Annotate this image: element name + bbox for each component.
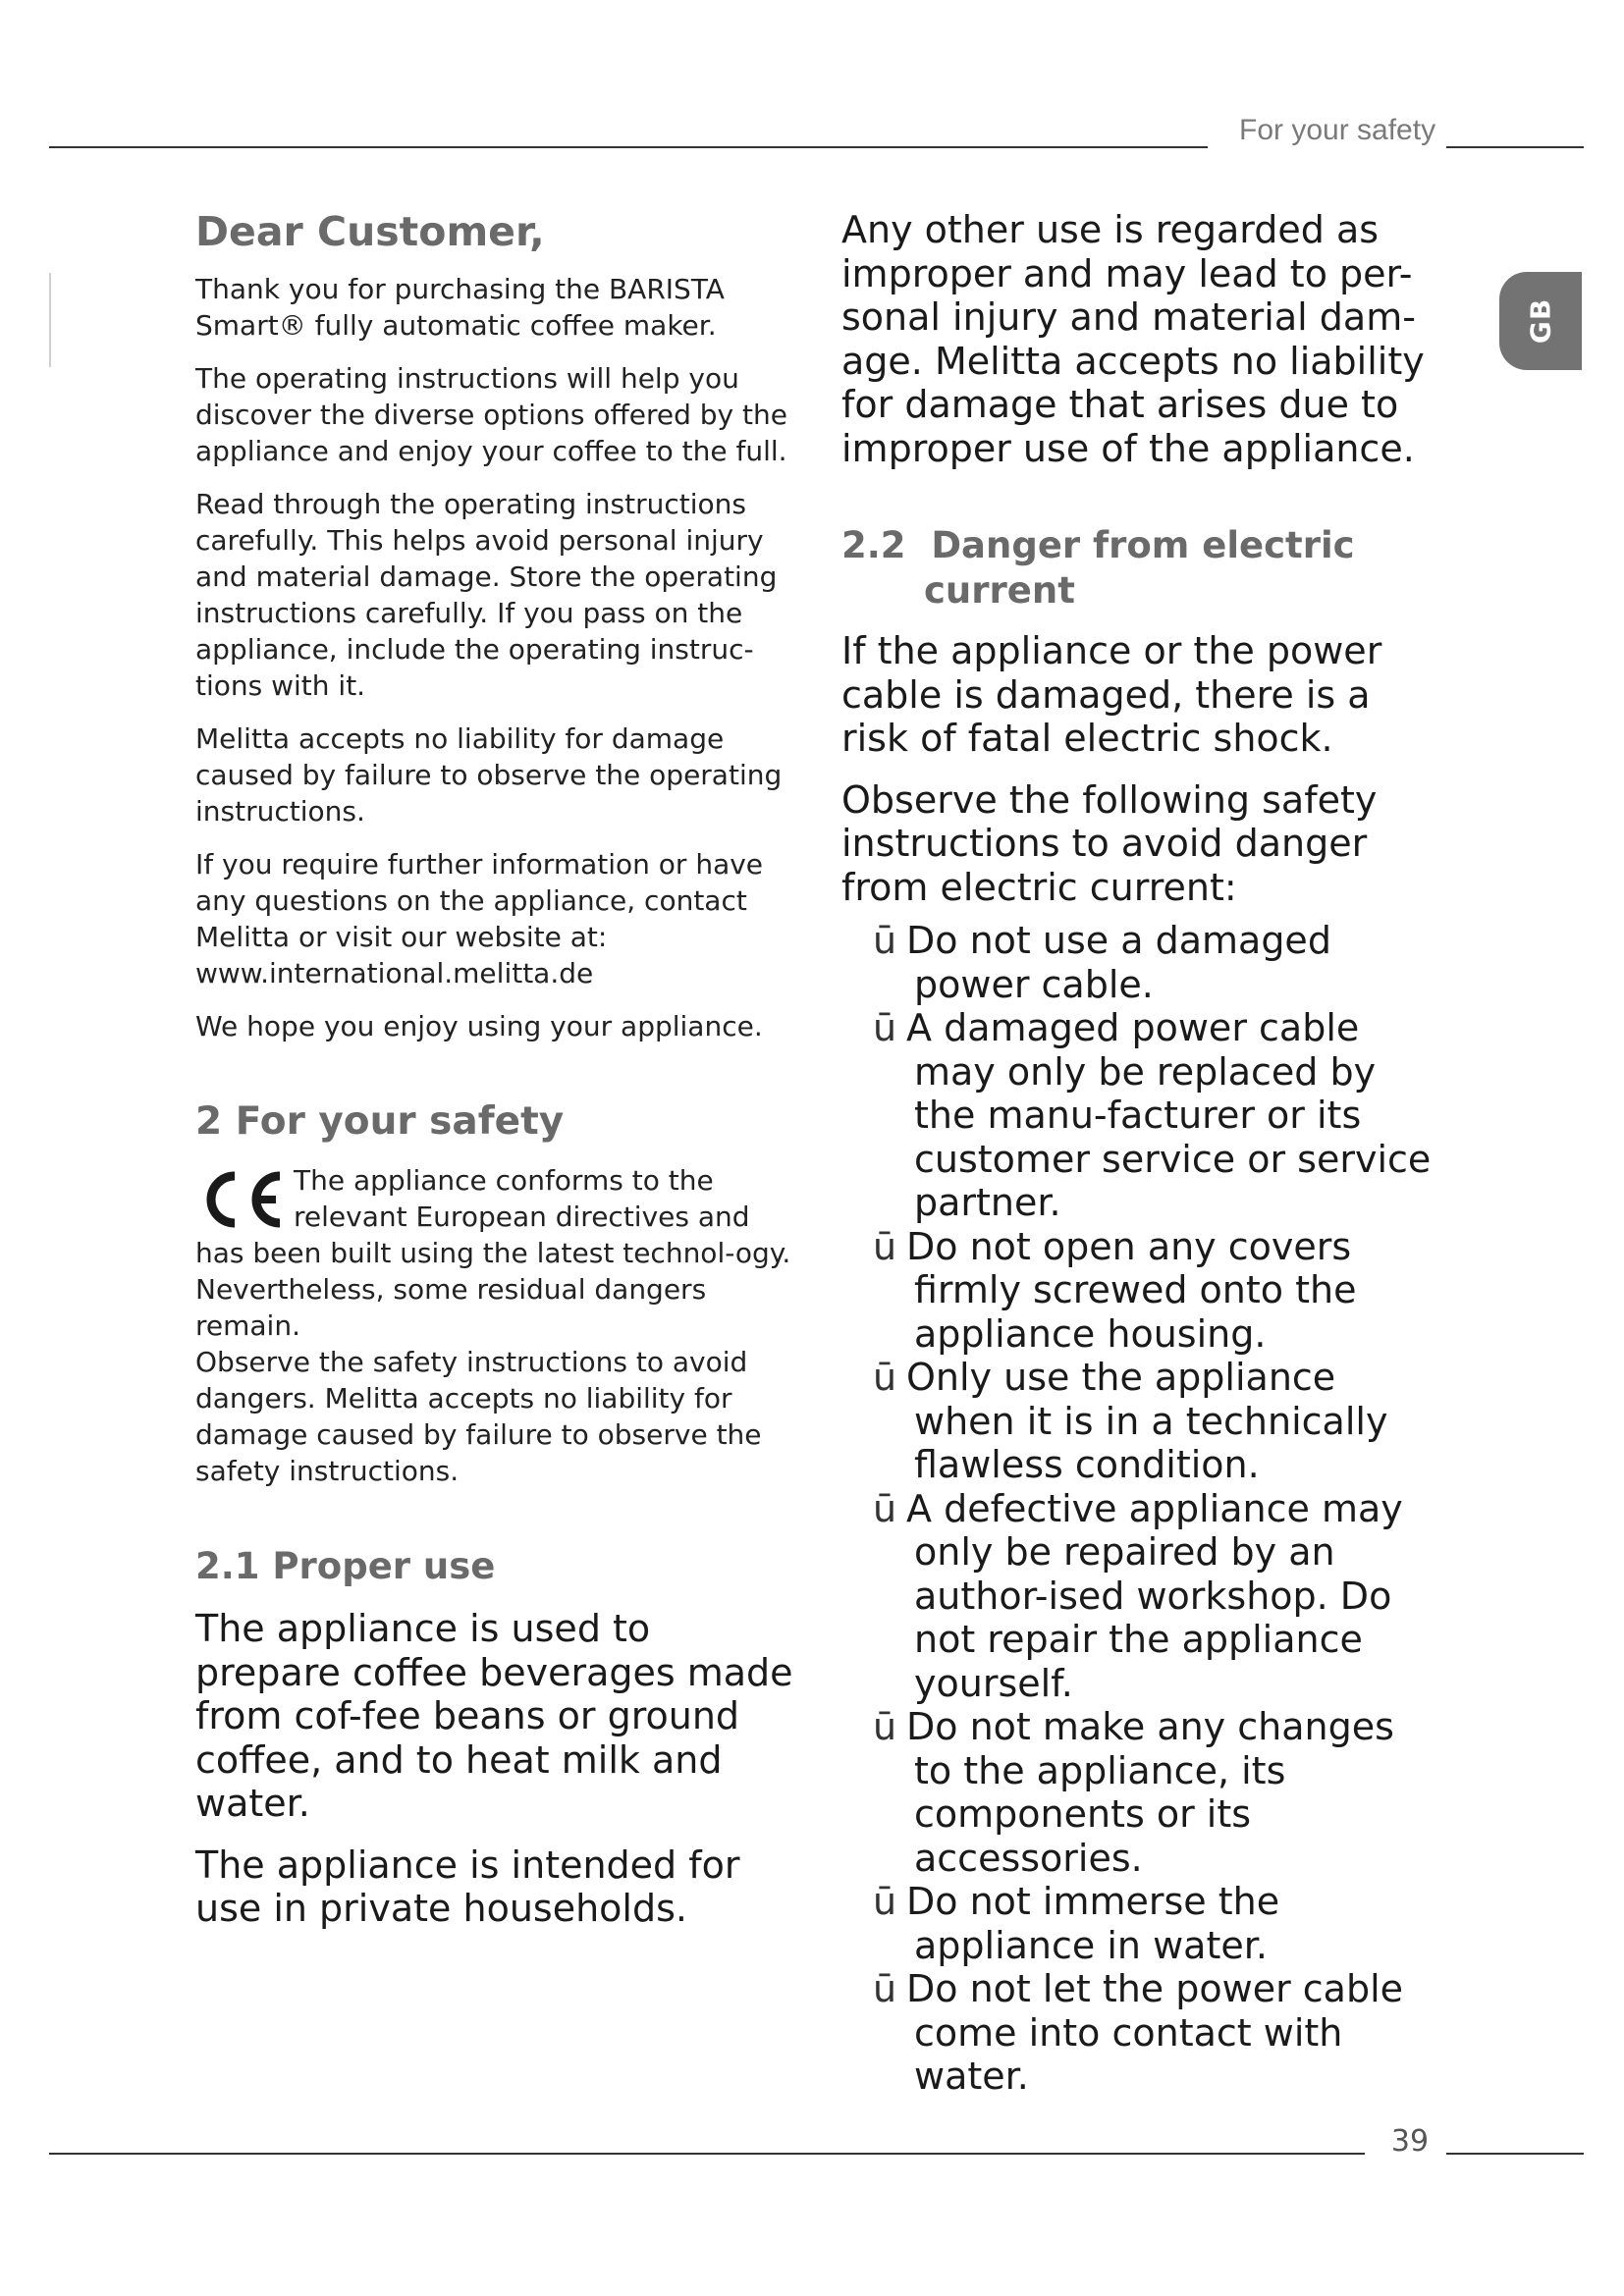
bullet-text: A damaged power cable may only be replaced by the manu-facturer or its customer service or service partner. (906, 1006, 1432, 1224)
intro-paragraph: The operating instructions will help you discover the diverse options offered by the appliance and enjoy your coffee to the full. (195, 362, 787, 467)
intro-heading: Dear Customer, (195, 208, 545, 255)
list-item (873, 919, 1440, 1006)
bullet-icon: ū (873, 1224, 897, 1268)
bullet-icon: ū (873, 1486, 897, 1530)
bullet-text: Only use the appliance when it is in a technically flawless condition. (906, 1356, 1388, 1486)
improper-use-text (841, 208, 1440, 470)
ce-conformity-block (195, 1162, 804, 1489)
proper-use-paragraph: The appliance is used to prepare coffee beverages made from cof-fee beans or ground coffee, and to heat milk and water. (195, 1607, 793, 1825)
bullet-text: A defective appliance may only be repaired by an author-ised workshop. Do not repair the appliance yourself. (906, 1486, 1403, 1705)
intro-paragraph: Thank you for purchasing the BARISTA Smart® fully automatic coffee maker. (195, 273, 725, 342)
intro-text (195, 271, 804, 1044)
header-rule-left (49, 146, 1208, 148)
bullet-icon: ū (873, 1880, 897, 1923)
left-column (195, 206, 804, 1949)
improper-use-paragraph: Any other use is regarded as improper and may lead to per-sonal injury and material dam-age. Melitta accepts no liability for damage that arises due to improper use of the appliance. (841, 208, 1425, 470)
header-rule-right (1446, 146, 1584, 148)
margin-mark (49, 273, 51, 367)
intro-paragraph: If you require further information or have any questions on the appliance, contact Melitta or visit our website at: www.international.melitta.de (195, 848, 764, 989)
running-header: For your safety (1239, 114, 1436, 146)
intro-paragraph: Read through the operating instructions carefully. This helps avoid personal injury and material damage. Store the operating instructions carefully. If you pass on the appliance, include the operating instruc-tions with it. (195, 488, 778, 702)
bullet-icon: ū (873, 1006, 897, 1049)
list-item (873, 1487, 1440, 1706)
bullet-icon: ū (873, 1967, 897, 2010)
electric-paragraph: Observe the following safety instructions to avoid danger from electric current: (841, 777, 1378, 909)
intro-paragraph: Melitta accepts no liability for damage caused by failure to observe the operating instructions. (195, 722, 783, 828)
footer-rule-right (1446, 2153, 1584, 2155)
ce-mark-icon (195, 1168, 288, 1231)
bullet-text: Do not open any covers firmly screwed onto the appliance housing. (906, 1224, 1357, 1356)
heading-line-2: current (924, 569, 1075, 612)
bullet-icon: ū (873, 1705, 897, 1748)
footer-rule-left (49, 2153, 1365, 2155)
ce-paragraph: The appliance conforms to the relevant European directives and has been built using the latest technol-ogy. Nevertheless, some residual dangers remain. (195, 1164, 791, 1342)
electric-text (841, 629, 1440, 909)
safety-bullet-list (841, 919, 1440, 2099)
list-item (873, 1006, 1440, 1225)
right-column (841, 208, 1440, 2099)
ce-paragraph-2: Observe the safety instructions to avoid dangers. Melitta accepts no liability for damage caused by failure to observe the safety instructions. (195, 1346, 762, 1487)
page-number: 39 (1390, 2124, 1430, 2159)
intro-paragraph: We hope you enjoy using your appliance. (195, 1010, 763, 1042)
list-item (873, 1225, 1440, 1357)
heading-line-1: Danger from electric (931, 524, 1355, 566)
list-item (873, 1880, 1440, 1967)
section-heading-proper-use: 2.1 Proper use (195, 1545, 496, 1587)
proper-use-paragraph: The appliance is intended for use in private households. (195, 1842, 740, 1930)
bullet-text: Do not let the power cable come into contact with water. (906, 1967, 1404, 2098)
bullet-icon: ū (873, 919, 897, 962)
section-heading-safety: 2 For your safety (195, 1099, 565, 1144)
bullet-text: Do not use a damaged power cable. (906, 919, 1331, 1006)
list-item (873, 1356, 1440, 1487)
language-tab (1499, 272, 1582, 370)
list-item (873, 1967, 1440, 2099)
heading-number: 2.2 (841, 524, 906, 566)
bullet-text: Do not immerse the appliance in water. (906, 1880, 1280, 1967)
proper-use-text (195, 1607, 804, 1931)
section-heading-electric-current (841, 523, 1440, 614)
electric-paragraph: If the appliance or the power cable is damaged, there is a risk of fatal electric shock. (841, 629, 1382, 760)
language-tab-label: GB (1524, 297, 1557, 345)
list-item (873, 1705, 1440, 1880)
bullet-icon: ū (873, 1356, 897, 1399)
bullet-text: Do not make any changes to the appliance, its components or its accessories. (906, 1705, 1394, 1880)
